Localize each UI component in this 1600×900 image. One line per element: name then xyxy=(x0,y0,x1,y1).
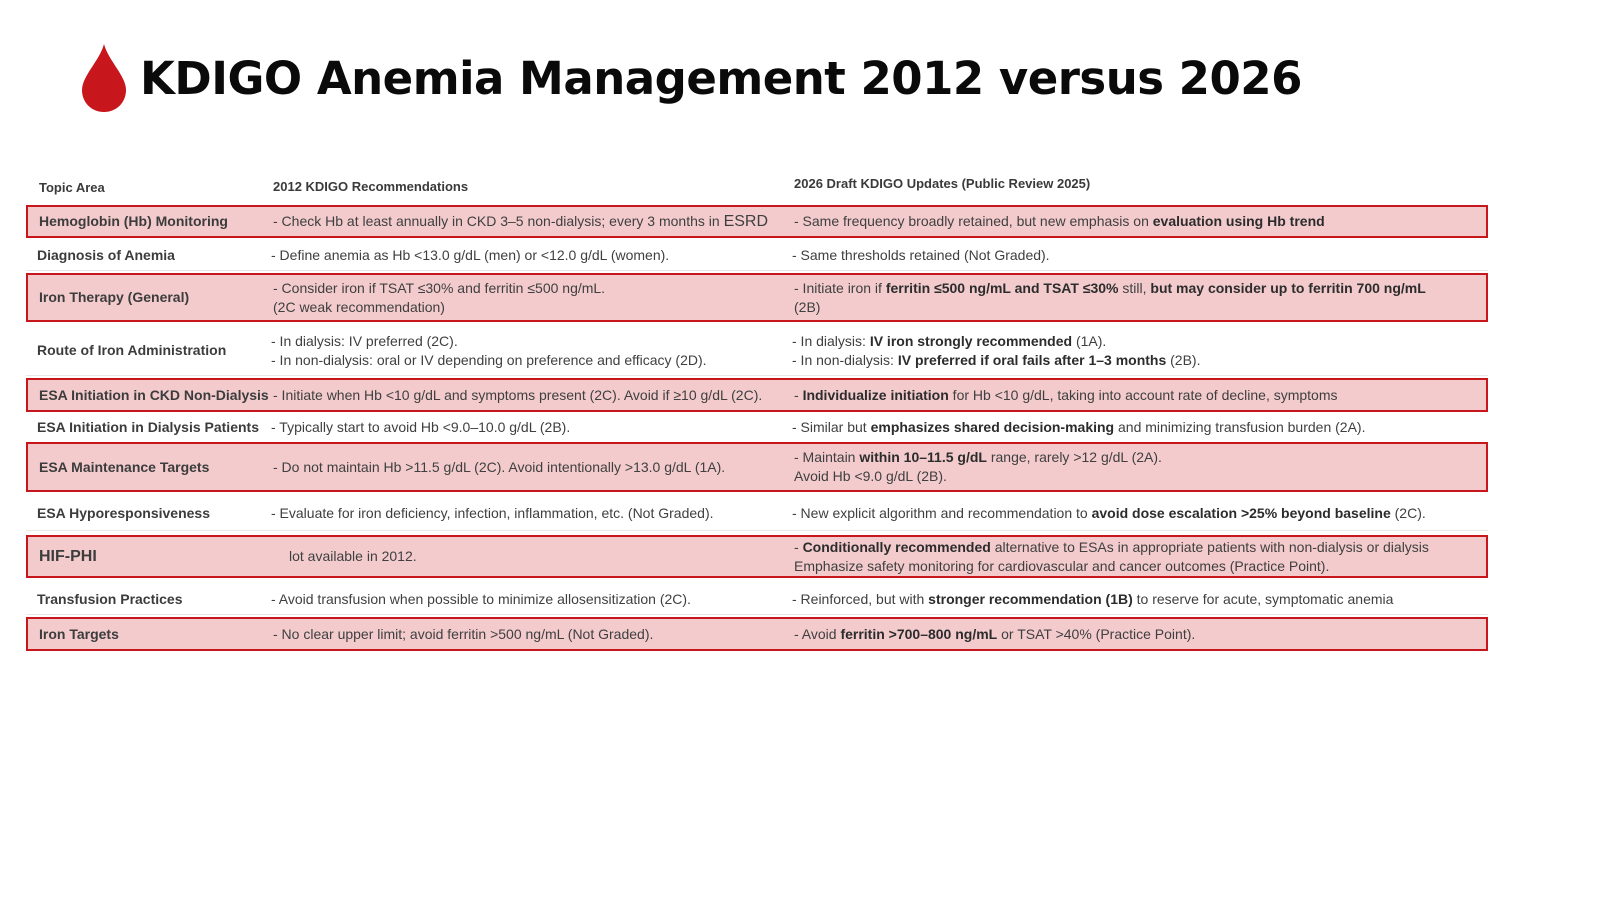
rec-2012-text: - No clear upper limit; avoid ferritin >500 ng/mL (Not Graded). xyxy=(273,625,654,642)
rec-2012-text: - In non-dialysis: oral or IV depending on preference and efficacy (2D). xyxy=(271,351,707,368)
title-bar xyxy=(80,40,1302,116)
rec-2026-cell xyxy=(792,240,1050,270)
rec-2026-text: - Reinforced, but with xyxy=(792,590,929,607)
topic-cell: Transfusion Practices xyxy=(37,590,183,607)
table-row xyxy=(26,273,1488,322)
rec-2026-cell xyxy=(794,619,1195,649)
rec-2026-text: - Same frequency broadly retained, but new emphasis on xyxy=(794,213,1153,229)
topic-cell: Hemoglobin (Hb) Monitoring xyxy=(39,213,228,229)
rec-2026-text: still, xyxy=(1118,279,1151,296)
table-row xyxy=(26,535,1488,578)
rec-2026-text: - In dialysis: xyxy=(792,332,870,349)
rec-2026-cell xyxy=(794,537,1429,576)
rec-2012-cell xyxy=(271,240,669,270)
rec-2012-cell xyxy=(273,444,725,490)
topic-cell: ESA Maintenance Targets xyxy=(39,458,210,475)
rec-2026-text: to reserve for acute, symptomatic anemia xyxy=(1132,590,1394,607)
table-row xyxy=(26,497,1488,531)
rec-2012-text: - Check Hb at least annually in CKD 3–5 non-dialysis; every 3 months in xyxy=(273,213,724,229)
topic-cell: ESA Initiation in Dialysis Patients xyxy=(37,418,259,435)
topic-cell: Iron Targets xyxy=(39,625,119,642)
rec-2026-text: (2B) xyxy=(794,298,821,315)
rec-2026-emphasis: ferritin ≤500 ng/mL and TSAT ≤30% xyxy=(885,279,1119,296)
table-row xyxy=(26,412,1488,443)
rec-2012-text: - Typically start to avoid Hb <9.0–10.0 g/dL (2B). xyxy=(271,418,571,435)
rec-2026-cell xyxy=(792,584,1393,614)
rec-2026-text: - Avoid xyxy=(794,625,841,642)
rec-2026-emphasis: Individualize initiation xyxy=(802,386,949,403)
rec-2026-text: - New explicit algorithm and recommendation to xyxy=(792,505,1092,521)
rec-2012-cell xyxy=(271,412,570,442)
rec-2026-emphasis: stronger recommendation (1B) xyxy=(928,590,1133,607)
rec-2026-text: - In non-dialysis: xyxy=(792,351,898,368)
rec-2026-cell xyxy=(792,497,1426,530)
rec-2012-text: - Define anemia as Hb <13.0 g/dL (men) or <12.0 g/dL (women). xyxy=(271,246,670,263)
rec-2012-cell xyxy=(271,326,707,375)
topic-cell: ESA Hyporesponsiveness xyxy=(37,505,210,521)
rec-2026-cell xyxy=(794,207,1325,236)
table-row xyxy=(26,240,1488,271)
header-2026: 2026 Draft KDIGO Updates (Public Review 2025) xyxy=(794,176,1091,191)
blood-drop-icon xyxy=(80,42,128,114)
rec-2012-text: - Evaluate for iron deficiency, infection, inflammation, etc. (Not Graded). xyxy=(271,505,714,521)
table-row xyxy=(26,205,1488,238)
table-row xyxy=(26,442,1488,492)
rec-2026-emphasis: but may consider up to ferritin 700 ng/mL xyxy=(1150,279,1426,296)
rec-2026-text: - Similar but xyxy=(792,418,871,435)
rec-2012-text: - Do not maintain Hb >11.5 g/dL (2C). Avoid intentionally >13.0 g/dL (1A). xyxy=(273,458,726,475)
rec-2026-text: and minimizing transfusion burden (2A). xyxy=(1114,418,1366,435)
rec-2026-emphasis: ferritin >700–800 ng/mL xyxy=(840,625,998,642)
topic-cell: Iron Therapy (General) xyxy=(39,289,190,305)
rec-2026-emphasis: emphasizes shared decision-making xyxy=(870,418,1115,435)
rec-2026-cell xyxy=(794,275,1426,320)
rec-2026-text: (2C). xyxy=(1390,505,1426,521)
rec-2012-text: - Consider iron if TSAT ≤30% and ferritin ≤500 ng/mL. xyxy=(273,279,606,296)
rec-2026-text: for Hb <10 g/dL, taking into account rate of decline, symptoms xyxy=(948,386,1338,403)
rec-2026-text: - xyxy=(794,386,803,403)
topic-cell: HIF-PHI xyxy=(39,548,97,565)
rec-2026-text: alternative to ESAs in appropriate patients with non-dialysis or dialysis xyxy=(990,538,1429,555)
rec-2026-emphasis: Conditionally recommended xyxy=(802,538,991,555)
rec-2012-text: - In dialysis: IV preferred (2C). xyxy=(271,332,458,349)
rec-2026-text: - Same thresholds retained (Not Graded). xyxy=(792,246,1050,263)
rec-2012-cell xyxy=(271,497,714,530)
rec-2026-cell xyxy=(794,380,1338,410)
table-row xyxy=(26,378,1488,412)
rec-2026-emphasis: within 10–11.5 g/dL xyxy=(859,449,987,465)
rec-2012-cell xyxy=(273,380,762,410)
rec-2012-cell xyxy=(271,584,691,614)
rec-2012-cell xyxy=(273,537,417,576)
rec-2026-text: (2B). xyxy=(1166,351,1201,368)
rec-2026-cell xyxy=(792,412,1365,442)
rec-2012-cell xyxy=(273,275,605,320)
rec-2026-text: - Initiate iron if xyxy=(794,279,886,296)
rec-2026-text: (1A). xyxy=(1072,332,1107,349)
rec-2012-text: - Initiate when Hb <10 g/dL and symptoms present (2C). Avoid if ≥10 g/dL (2C). xyxy=(273,386,763,403)
table-row xyxy=(26,584,1488,615)
topic-cell: ESA Initiation in CKD Non-Dialysis xyxy=(39,386,269,403)
rec-2026-text: - Maintain xyxy=(794,449,860,465)
topic-cell: Route of Iron Administration xyxy=(37,342,227,358)
table-row xyxy=(26,326,1488,376)
rec-2026-text: or TSAT >40% (Practice Point). xyxy=(997,625,1196,642)
rec-2012-cell xyxy=(273,619,653,649)
rec-2026-cell xyxy=(792,326,1200,375)
rec-2026-cell xyxy=(794,444,1162,490)
rec-2012-text: - Avoid transfusion when possible to minimize allosensitization (2C). xyxy=(271,590,691,607)
rec-2026-text: - xyxy=(794,538,803,555)
rec-2026-emphasis: IV iron strongly recommended xyxy=(869,332,1073,349)
rec-2012-text: ESRD xyxy=(723,213,769,230)
rec-2012-cell xyxy=(273,207,768,236)
rec-2026-text: range, rarely >12 g/dL (2A). xyxy=(986,449,1162,465)
table-row xyxy=(26,617,1488,651)
page-title: KDIGO Anemia Management 2012 versus 2026 xyxy=(140,51,1302,105)
topic-cell: Diagnosis of Anemia xyxy=(37,246,175,263)
rec-2026-emphasis: evaluation using Hb trend xyxy=(1152,213,1325,229)
rec-2026-text: Emphasize safety monitoring for cardiovascular and cancer outcomes (Practice Point). xyxy=(794,557,1330,574)
rec-2012-text: (2C weak recommendation) xyxy=(273,298,445,315)
header-topic: Topic Area xyxy=(39,180,105,195)
header-2012: 2012 KDIGO Recommendations xyxy=(273,179,469,194)
rec-2026-text: Avoid Hb <9.0 g/dL (2B). xyxy=(794,468,947,484)
rec-2026-emphasis: IV preferred if oral fails after 1–3 months xyxy=(897,351,1167,368)
rec-2012-text: lot available in 2012. xyxy=(289,548,417,564)
rec-2026-emphasis: avoid dose escalation >25% beyond baseline xyxy=(1091,505,1391,521)
